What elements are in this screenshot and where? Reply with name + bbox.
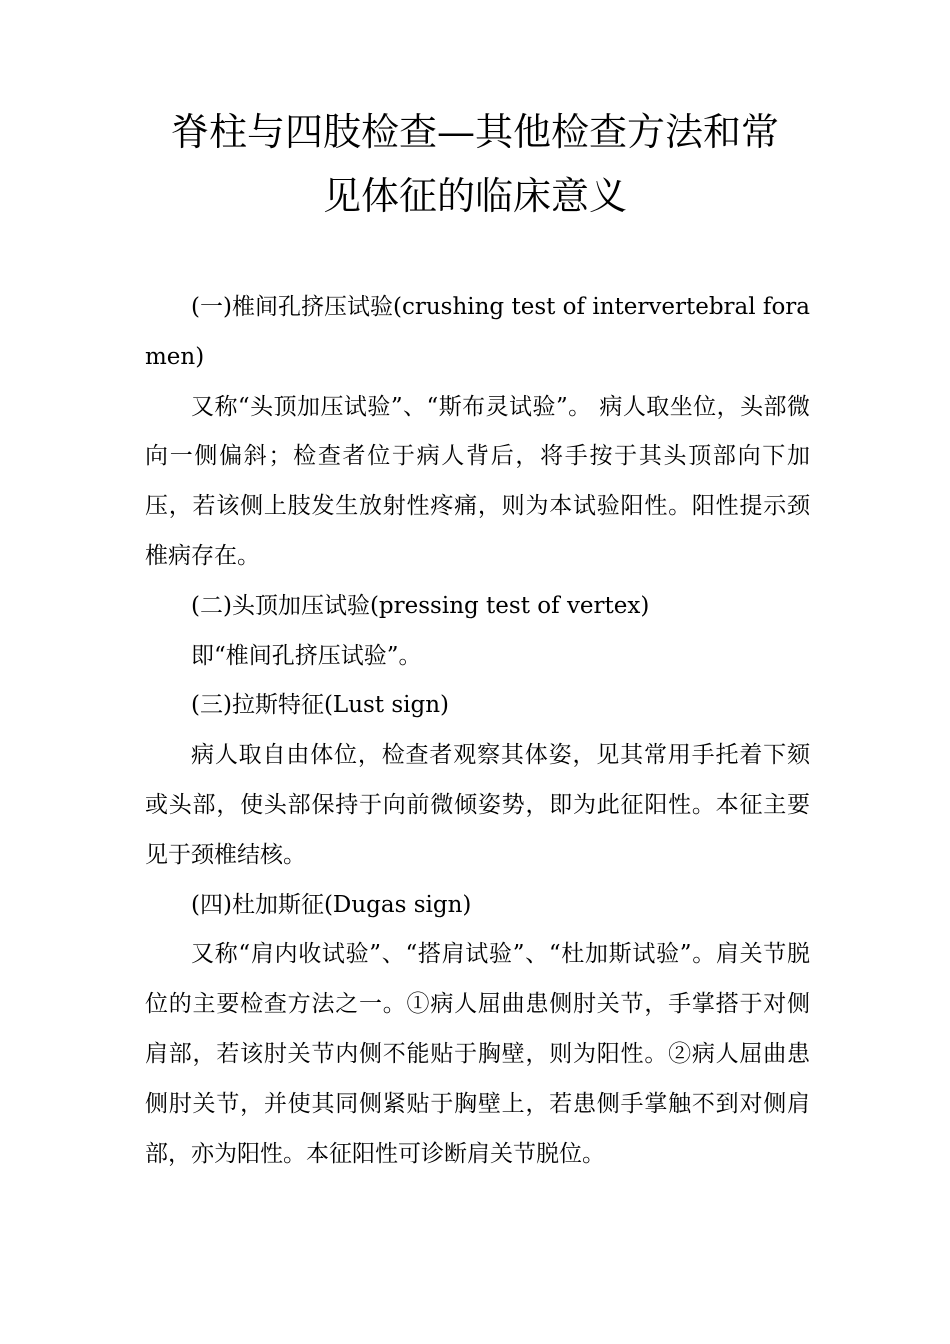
section-heading-3: (三)拉斯特征(Lust sign)	[191, 692, 450, 719]
section-text-3: 病人取自由体位，检查者观察其体姿，见其常用手托着下颏或头部，使头部保持于向前微倾姿势，即为此征阳性。本征主要见于颈椎结核。	[145, 742, 810, 868]
section-heading-1: (一)椎间孔挤压试验(crushing test of intervertebral foramen)	[145, 294, 810, 370]
section-text-2: 即“椎间孔挤压试验”。	[191, 642, 422, 669]
document-body	[145, 283, 810, 1179]
title-line-1: 脊柱与四肢检查—其他检查方法和常	[170, 110, 779, 154]
section-text-1: 又称“头顶加压试验”、“斯布灵试验”。 病人取坐位，头部微向一侧偏斜；检查者位于病人背后，将手按于其头顶部向下加压，若该侧上肢发生放射性疼痛，则为本试验阳性。阳性提示颈椎病存在。	[145, 393, 810, 569]
section-heading-4: (四)杜加斯征(Dugas sign)	[191, 891, 472, 918]
section-text-4: 又称“肩内收试验”、“搭肩试验”、“杜加斯试验”。肩关节脱位的主要检查方法之一。①病人屈曲患侧肘关节，手掌搭于对侧肩部，若该肘关节内侧不能贴于胸壁，则为阳性。②病人屈曲患侧肘关节，并使其同侧紧贴于胸壁上，若患侧手掌触不到对侧肩部，亦为阳性。本征阳性可诊断肩关节脱位。	[145, 941, 810, 1167]
section-heading-2: (二)头顶加压试验(pressing test of vertex)	[191, 592, 650, 619]
title-line-2: 见体征的临床意义	[322, 174, 627, 218]
document-title	[120, 100, 830, 228]
